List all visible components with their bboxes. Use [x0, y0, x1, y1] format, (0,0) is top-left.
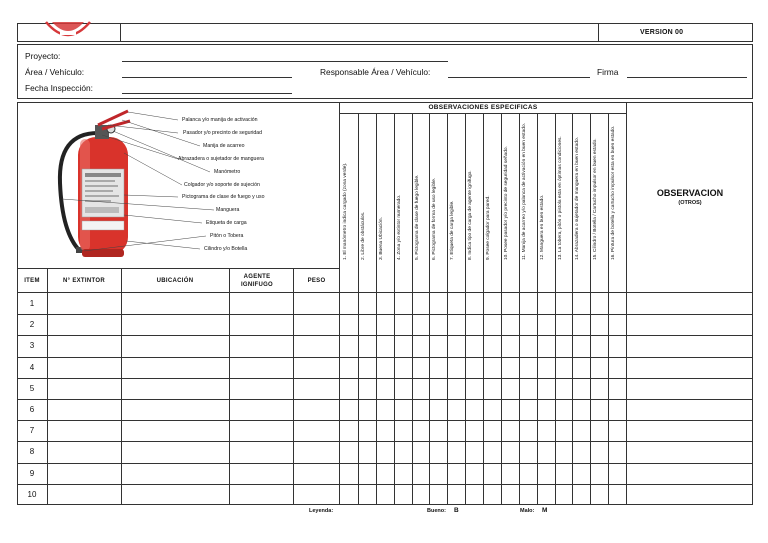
- callout-nozzle: Pitón o Tobera: [210, 233, 244, 239]
- obs-header-text: 6. Pictograma de forma de uso legible.: [432, 177, 437, 260]
- obs-header-text: 8. Indica tipo de carga de agente ignífugo.: [468, 170, 473, 260]
- area-label: Área / Vehículo:: [25, 67, 85, 77]
- obs-col-line: [412, 114, 413, 505]
- table-row-line: [17, 378, 753, 379]
- obs-col-line: [590, 114, 591, 505]
- obs-header-text: 16. Pintura de botella y cartucho impulsor esta en buen estado.: [611, 125, 616, 260]
- table-row-number: 1: [29, 299, 35, 308]
- obs-col-line: [501, 114, 502, 505]
- obs-left-border: [339, 102, 340, 505]
- responsible-label: Responsable Área / Vehículo:: [320, 67, 431, 77]
- obs-col-line: [447, 114, 448, 505]
- obs-header-text: 11. Manija de acarreo y/o palanca de activación en buen estado.: [522, 123, 527, 260]
- header-divider-right: [598, 23, 599, 42]
- table-row-number: 5: [29, 384, 35, 393]
- obs-col-line: [519, 114, 520, 505]
- callout-lever: Palanca y/o manija de activación: [182, 117, 258, 123]
- callout-pin: Pasador y/o precinto de seguridad: [183, 130, 263, 136]
- table-row-line: [17, 484, 753, 485]
- table-row-number: 7: [29, 426, 35, 435]
- obs-col-line: [465, 114, 466, 505]
- col-line-1: [47, 268, 48, 505]
- obs-col-line: [555, 114, 556, 505]
- obs-header-text: 4. Zona y/o extintor numerado.: [397, 194, 402, 260]
- callout-cylinder: Cilindro y/o Botella: [204, 246, 248, 252]
- table-header-bottom: [17, 292, 753, 293]
- obs-header-text: 9. Posee colgador para pared.: [486, 195, 491, 260]
- col-line-4: [293, 268, 294, 505]
- table-row-line: [17, 399, 753, 400]
- observations-title: OBSERVACIONES ESPECIFICAS: [428, 104, 538, 111]
- company-logo: [44, 18, 92, 40]
- table-row-number: 10: [27, 490, 37, 499]
- legend-good-label: Bueno:: [427, 508, 446, 514]
- col-agente-header: AGENTE IGNIFUGO: [240, 274, 274, 288]
- obs-header-text: 1. El manómetro indica cargado (zona verde).: [343, 162, 348, 260]
- col-extintor-header: N° EXTINTOR: [63, 278, 105, 284]
- table-row-line: [17, 314, 753, 315]
- table-row-number: 8: [29, 447, 35, 456]
- obs-col-line: [608, 114, 609, 505]
- table-row-line: [17, 335, 753, 336]
- obs-header-text: 10. Posee pasador y/o precinto de seguridad señado.: [504, 146, 509, 260]
- table-header-top: [17, 268, 339, 269]
- obs-col-line: [483, 114, 484, 505]
- callout-hanger: Colgador y/o soporte de sujeción: [184, 182, 260, 188]
- obs-header-text: 3. Buena Ubicación.: [379, 217, 384, 260]
- legend-bad-value: M: [542, 507, 548, 514]
- legend-label: Leyenda:: [309, 508, 334, 514]
- callout-gauge: Manómetro: [214, 169, 241, 175]
- obs-header-text: 12. Manguera en buen estado.: [540, 194, 545, 260]
- callout-clamp: Abrazadera o sujetador de manguera: [178, 156, 264, 162]
- obs-col-line: [537, 114, 538, 505]
- obs-header-text: 15. Cilindro / Botella / Cartucho impulsor en buen estado.: [593, 138, 598, 260]
- date-label: Fecha Inspección:: [25, 83, 93, 93]
- col-line-3: [229, 268, 230, 505]
- table-row-line: [17, 463, 753, 464]
- version-label: VERSION 00: [640, 29, 684, 36]
- obs-col-line: [394, 114, 395, 505]
- callout-pictogram: Pictograma de clase de fuego y uso: [182, 194, 265, 200]
- callout-carry: Manija de acarreo: [203, 143, 245, 149]
- project-label: Proyecto:: [25, 51, 61, 61]
- extinguisher-diagram: [18, 103, 339, 268]
- table-row-number: 6: [29, 405, 35, 414]
- obs-header-text: 7. Etiqueta de carga legible.: [450, 200, 455, 260]
- legend-bad-label: Malo:: [520, 508, 535, 514]
- col-item-header: ITEM: [24, 278, 40, 284]
- obs-col-line: [572, 114, 573, 505]
- table-row-number: 2: [29, 320, 35, 329]
- col-line-2: [121, 268, 122, 505]
- callout-tag: Etiqueta de carga: [206, 220, 247, 226]
- otros-subtitle: (OTROS): [678, 200, 702, 206]
- otros-title: OBSERVACION: [656, 188, 724, 198]
- project-field[interactable]: [122, 61, 448, 62]
- obs-header-text: 14. Abrazadera o sujetador de manguera en buen estado.: [575, 137, 580, 260]
- obs-col-line: [358, 114, 359, 505]
- obs-col-line: [376, 114, 377, 505]
- table-row-number: 3: [29, 341, 35, 350]
- table-row-line: [17, 441, 753, 442]
- obs-header-text: 2. Libre de obstáculos.: [361, 211, 366, 260]
- diagram-area: [18, 103, 339, 268]
- table-row-line: [17, 420, 753, 421]
- otros-left-border: [626, 102, 627, 505]
- obs-col-line: [429, 114, 430, 505]
- table-row-line: [17, 357, 753, 358]
- legend-good-value: B: [454, 507, 459, 514]
- obs-header-text: 5. Pictograma de clase de fuego legible.: [415, 174, 420, 260]
- table-row-number: 9: [29, 469, 35, 478]
- obs-header-text: 13. La tobera, pitón o pistola esta en óptimas condiciones.: [558, 136, 563, 260]
- table-row-number: 4: [29, 363, 35, 372]
- col-peso-header: PESO: [307, 278, 326, 284]
- header-divider-left: [120, 23, 121, 42]
- signature-label: Firma: [597, 67, 619, 77]
- col-ubicacion-header: UBICACIÓN: [156, 278, 194, 284]
- date-field[interactable]: [122, 93, 292, 94]
- area-field[interactable]: [122, 77, 292, 78]
- signature-field[interactable]: [627, 77, 747, 78]
- callout-hose: Manguera: [216, 207, 240, 213]
- responsible-field[interactable]: [448, 77, 590, 78]
